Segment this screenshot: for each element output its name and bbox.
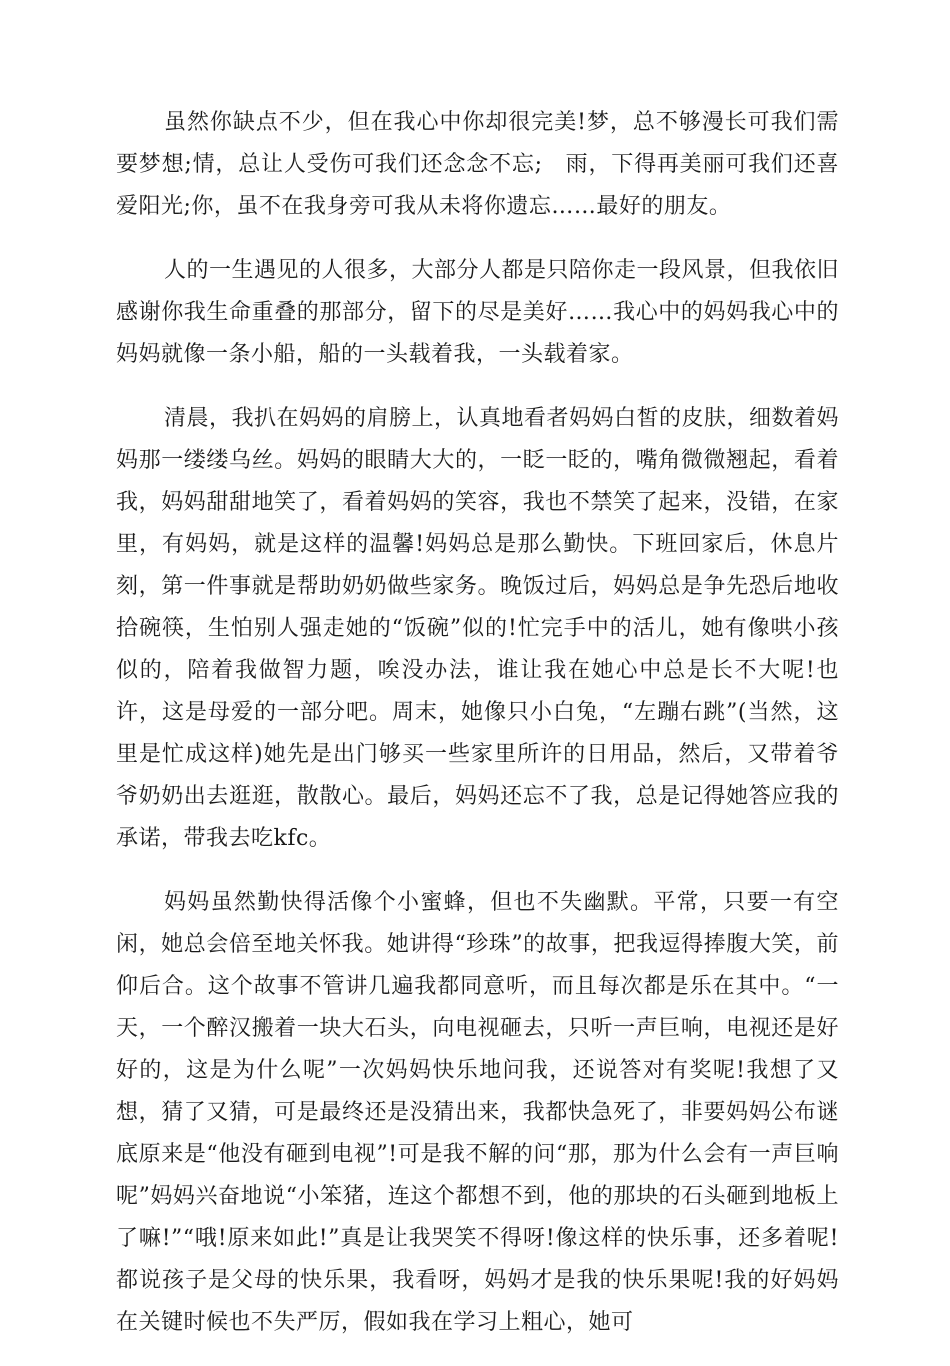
- document-body: [116, 102, 839, 1366]
- paragraph-4: 妈妈虽然勤快得活像个小蜜蜂，但也不失幽默。平常，只要一有空闲，她总会倍至地关怀我。她讲得“珍珠”的故事，把我逗得捧腹大笑，前仰后合。这个故事不管讲几遍我都同意听，而且每次都是乐在其中。“一天，一个醉汉搬着一块大石头，向电视砸去，只听一声巨响，电视还是好好的，这是为什么呢”一次妈妈快乐地问我，还说答对有奖呢!我想了又想，猜了又猜，可是最终还是没猜出来，我都快急死了，非要妈妈公布谜底原来是“他没有砸到电视”!可是我不解的问“那，那为什么会有一声巨响呢”妈妈兴奋地说“小笨猪，连这个都想不到，他的那块的石头砸到地板上了嘛!”“哦!原来如此!”真是让我哭笑不得呀!像这样的快乐事，还多着呢!都说孩子是父母的快乐果，我看呀，妈妈才是我的快乐果呢!我的好妈妈在关键时候也不失严厉，假如我在学习上粗心，她可: [116, 890, 839, 1335]
- paragraph-2: 人的一生遇见的人很多，大部分人都是只陪你走一段风景，但我依旧感谢你我生命重叠的那部分，留下的尽是美好……我心中的妈妈我心中的妈妈就像一条小船，船的一头载着我，一头载着家。: [116, 258, 840, 367]
- paragraph-3: 清晨，我扒在妈妈的肩膀上，认真地看者妈妈白皙的皮肤，细数着妈妈那一缕缕乌丝。妈妈的眼睛大大的，一眨一眨的，嘴角微微翘起，看着我，妈妈甜甜地笑了，看着妈妈的笑容，我也不禁笑了起来，没错，在家里，有妈妈，就是这样的温馨!妈妈总是那么勤快。下班回家后，休息片刻，第一件事就是帮助奶奶做些家务。晚饭过后，妈妈总是争先恐后地收拾碗筷，生怕别人强走她的“饭碗”似的!忙完手中的活儿，她有像哄小孩似的，陪着我做智力题，唉没办法，谁让我在她心中总是长不大呢!也许，这是母爱的一部分吧。周末，她像只小白兔，“左蹦右跳”(当然，这里是忙成这样)她先是出门够买一些家里所许的日用品，然后，又带着爷爷奶奶出去逛逛，散散心。最后，妈妈还忘不了我，总是记得她答应我的承诺，带我去吃kfc。: [116, 406, 840, 851]
- paragraph-1: 虽然你缺点不少，但在我心中你却很完美!梦，总不够漫长可我们需要梦想;情，总让人受伤可我们还念念不忘; 雨，下得再美丽可我们还喜爱阳光;你，虽不在我身旁可我从未将你遗忘……最好的朋友。: [116, 110, 839, 219]
